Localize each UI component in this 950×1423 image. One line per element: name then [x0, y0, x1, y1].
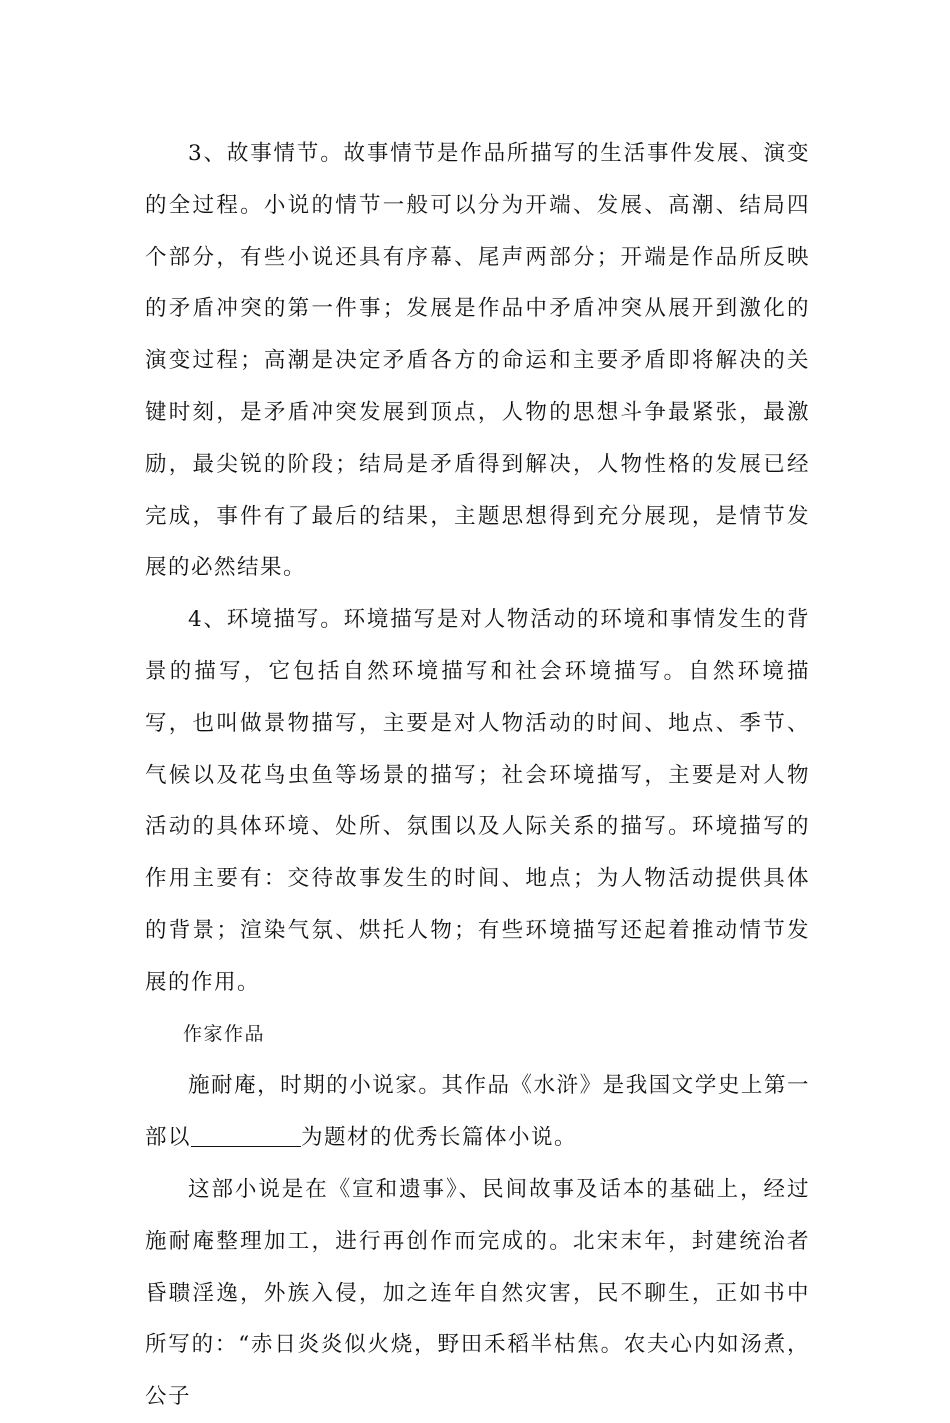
paragraph-environment: 4、环境描写。环境描写是对人物活动的环境和事情发生的背景的描写，它包括自然环境描写和社会环境描写。自然环境描写，也叫做景物描写，主要是对人物活动的时间、地点、季节、气候以及花鸟虫鱼等场景的描写；社会环境描写，主要是对人物活动的具体环境、处所、氛围以及人际关系的描写。环境描写的作用主要有：交待故事发生的时间、地点；为人物活动提供具体的背景；渲染气氛、烘托人物；有些环境描写还起着推动情节发展的作用。 [145, 607, 810, 995]
shi-naian-text-before: 施耐庵，时期的小说家。其作品《水浒》是我国文学史上第一部以 [145, 1073, 810, 1151]
section-heading-author-works: 作家作品 [183, 1022, 266, 1045]
paragraph-shi-naian [145, 1060, 810, 1164]
shi-naian-text-after: 为题材的优秀长篇体小说。 [301, 1125, 578, 1151]
document-body [145, 128, 810, 1423]
fill-in-blank[interactable] [191, 1123, 301, 1148]
paragraph-plot: 3、故事情节。故事情节是作品所描写的生活事件发展、演变的全过程。小说的情节一般可以分为开端、发展、高潮、结局四个部分，有些小说还具有序幕、尾声两部分；开端是作品所反映的矛盾冲突的第一件事；发展是作品中矛盾冲突从展开到激化的演变过程；高潮是决定矛盾各方的命运和主要矛盾即将解决的关键时刻，是矛盾冲突发展到顶点，人物的思想斗争最紧张，最激励，最尖锐的阶段；结局是矛盾得到解决，人物性格的发展已经完成，事件有了最后的结果，主题思想得到充分展现，是情节发展的必然结果。 [145, 141, 810, 581]
paragraph-background: 这部小说是在《宣和遗事》、民间故事及话本的基础上，经过施耐庵整理加工，进行再创作而完成的。北宋末年，封建统治者昏聩淫逸，外族入侵，加之连年自然灾害，民不聊生，正如书中所写的：“赤日炎炎似火烧，野田禾稻半枯焦。农夫心内如汤煮，公子 [145, 1176, 810, 1410]
